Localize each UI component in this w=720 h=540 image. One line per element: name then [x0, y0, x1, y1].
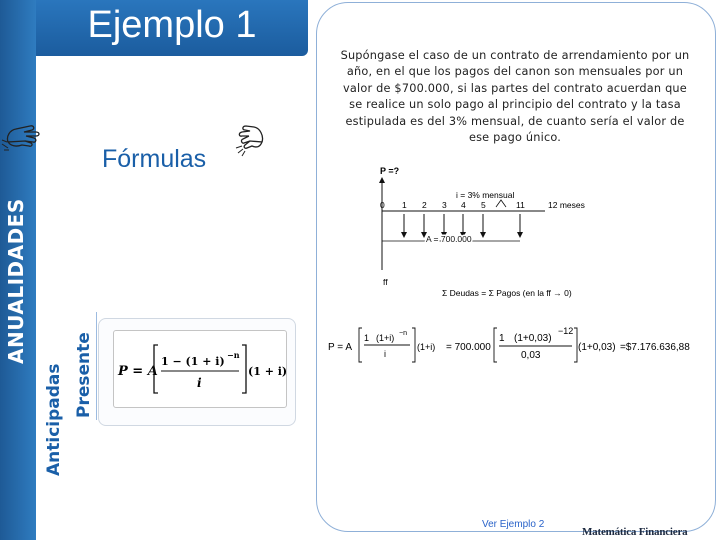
result-gen-exp: −n	[399, 330, 407, 337]
payment-label: A = 700.000	[426, 234, 472, 244]
formula-tail: (1 + i)	[248, 365, 286, 378]
tick-label: 1	[402, 200, 407, 210]
cash-flow-diagram	[370, 162, 622, 302]
formula-exponent: −n	[227, 350, 240, 360]
present-value-label: P =?	[380, 166, 400, 176]
pointing-hand-icon	[0, 114, 44, 158]
balance-equation: Σ Deudas = Σ Pagos (en la ff → 0)	[442, 288, 572, 298]
tick-label: 4	[461, 200, 466, 210]
tick-label: 12 meses	[548, 200, 585, 210]
formula-denominator: i	[197, 376, 202, 390]
result-num-b: (1+0,03)	[514, 333, 552, 344]
divider	[96, 312, 97, 420]
result-final-value: =$7.176.636,88	[620, 342, 690, 353]
formula-numerator: 1 − (1 + i)	[161, 355, 225, 368]
tick-label: 5	[481, 200, 486, 210]
subsection-label-anticipated: Anticipadas	[44, 363, 64, 476]
formula-lhs: P = A	[118, 364, 158, 379]
annuity-present-formula	[113, 330, 287, 408]
result-num-a: 1	[499, 333, 505, 344]
focal-date-label: ff	[383, 277, 388, 287]
subsection-label-present: Presente	[74, 332, 94, 418]
result-tail: (1+0,03)	[578, 342, 616, 353]
next-example-link[interactable]: Ver Ejemplo 2	[482, 519, 545, 530]
rate-label: i = 3% mensual	[456, 190, 515, 200]
result-gen-num-a: 1	[364, 333, 370, 343]
result-gen-den: i	[384, 349, 386, 359]
page-title: Ejemplo 1	[87, 4, 257, 46]
problem-statement: Supóngase el caso de un contrato de arrendamiento por un año, en el que los pagos del canon son mensuales por un valor de $700.000, si las partes del contrato acuerdan que se realice un solo pago al principio del contrato y la tasa estipulada es del 3% mensual, de cuanto sería el valor de ese pago único.	[340, 49, 690, 145]
tick-label: 11	[516, 200, 525, 210]
result-eq-value: = 700.000	[446, 342, 491, 353]
result-gen-tail: (1+i)	[417, 342, 436, 352]
tick-label: 3	[442, 200, 447, 210]
formulas-label: Fórmulas	[102, 145, 207, 173]
tick-label: 0	[380, 200, 385, 210]
result-den: 0,03	[521, 350, 541, 361]
section-label-annualities: ANUALIDADES	[4, 198, 28, 364]
result-num-exp: −12	[558, 326, 574, 336]
tick-label: 2	[422, 200, 427, 210]
result-gen-num-b: (1+i)	[376, 333, 395, 343]
pointing-hand-icon	[232, 118, 272, 162]
result-lhs: P = A	[328, 342, 353, 353]
course-footer: Matemática Financiera	[582, 526, 688, 538]
result-equation	[324, 324, 710, 368]
